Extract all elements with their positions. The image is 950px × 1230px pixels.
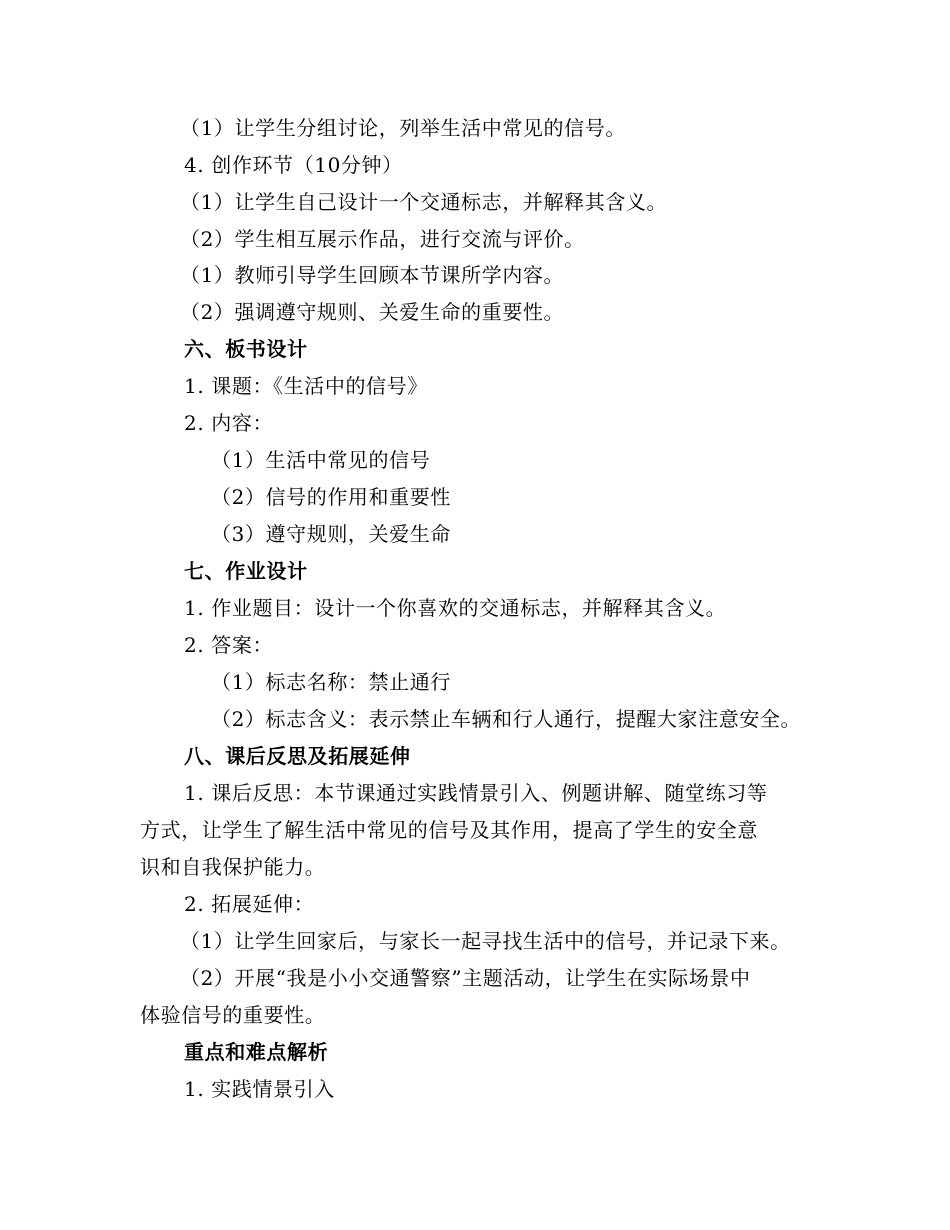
text-line: （2）开展“我是小小交通警察”主题活动，让学生在实际场景中 bbox=[180, 966, 751, 990]
text-line: （2）标志含义：表示禁止车辆和行人通行，提醒大家注意安全。 bbox=[211, 707, 802, 731]
text-line: 2. 拓展延伸： bbox=[184, 892, 315, 916]
text-line: 4. 创作环节（10分钟） bbox=[184, 153, 403, 177]
section-heading: 重点和难点解析 bbox=[184, 1040, 329, 1064]
text-line: 体验信号的重要性。 bbox=[140, 1003, 326, 1027]
text-line: （1）标志名称：禁止通行 bbox=[211, 670, 451, 694]
text-line: 1. 作业题目：设计一个你喜欢的交通标志，并解释其含义。 bbox=[184, 596, 727, 620]
text-line: 2. 内容： bbox=[184, 411, 274, 435]
text-line: （1）让学生自己设计一个交通标志，并解释其含义。 bbox=[180, 190, 668, 214]
text-line: （1）让学生分组讨论，列举生活中常见的信号。 bbox=[180, 116, 626, 140]
text-line: （1）教师引导学生回顾本节课所学内容。 bbox=[180, 263, 565, 287]
text-line: 方式，让学生了解生活中常见的信号及其作用，提高了学生的安全意 bbox=[140, 818, 758, 842]
section-heading: 七、作业设计 bbox=[184, 559, 308, 583]
section-heading: 六、板书设计 bbox=[184, 337, 308, 361]
text-line: （2）学生相互展示作品，进行交流与评价。 bbox=[180, 227, 585, 251]
text-line: 1. 实践情景引入 bbox=[184, 1077, 335, 1101]
section-heading: 八、课后反思及拓展延伸 bbox=[184, 744, 411, 768]
text-line: 1. 课题：《生活中的信号》 bbox=[184, 374, 428, 398]
text-line: （2）信号的作用和重要性 bbox=[211, 485, 451, 509]
text-line: 1. 课后反思：本节课通过实践情景引入、例题讲解、随堂练习等 bbox=[184, 781, 768, 805]
text-line: （3）遵守规则，关爱生命 bbox=[211, 522, 451, 546]
text-line: （1）让学生回家后，与家长一起寻找生活中的信号，并记录下来。 bbox=[180, 929, 791, 953]
text-line: （2）强调遵守规则、关爱生命的重要性。 bbox=[180, 300, 565, 324]
text-line: 2. 答案： bbox=[184, 633, 274, 657]
text-line: （1）生活中常见的信号 bbox=[211, 448, 431, 472]
text-line: 识和自我保护能力。 bbox=[140, 855, 326, 879]
